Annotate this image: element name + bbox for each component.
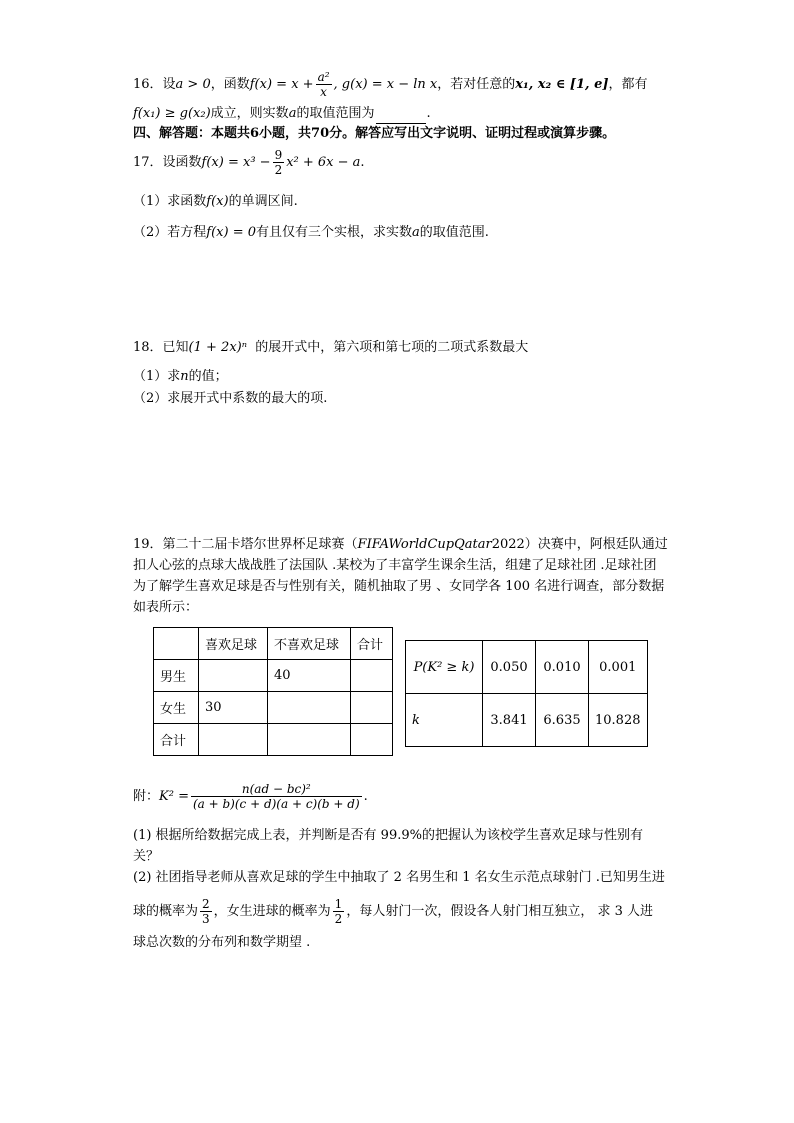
q17-function: f(x) — [206, 194, 229, 209]
table-cell: 6.635 — [536, 694, 589, 747]
q19-line1 — [133, 535, 668, 555]
q17-part2 — [133, 223, 489, 243]
table-cell: P(K² ≥ k) — [406, 641, 483, 694]
chi-square-formula — [133, 782, 368, 811]
table-row — [406, 694, 648, 747]
q17-fraction-numerator: 9 — [274, 148, 283, 162]
q19-text: 19．第二十二届卡塔尔世界杯足球赛（ — [133, 537, 358, 552]
table-cell — [351, 724, 393, 756]
probability-fraction-male — [200, 897, 212, 926]
formula-end: . — [363, 789, 368, 804]
q19-part1-line1: (1) 根据所给数据完成上表，并判断是否有 99.9%的把握认为该校学生喜欢足球与性别有 — [133, 828, 643, 843]
fraction-numerator: 1 — [334, 897, 343, 911]
fraction-denominator: 3 — [202, 912, 210, 926]
table-cell — [268, 692, 351, 724]
q17-fraction-denominator: 2 — [274, 163, 283, 177]
table-cell — [351, 660, 393, 692]
q18-part1 — [133, 367, 228, 387]
q17-text: （2）若方程 — [133, 225, 207, 240]
table-cell: 合计 — [154, 724, 199, 756]
q17-text: 的取值范围. — [419, 225, 489, 240]
q16-text: . — [426, 106, 431, 121]
q17-fraction — [273, 148, 285, 177]
q19-line2: 扣人心弦的点球大战战胜了法国队 .某校为了丰富学生课余生活，组建了足球社团 .足球社团 — [133, 558, 657, 573]
q19-part2-line3: 球总次数的分布列和数学期望 . — [133, 935, 311, 950]
table-cell: 0.010 — [536, 641, 589, 694]
table-cell — [351, 692, 393, 724]
q16-f-formula: f(x) = x + — [249, 77, 314, 92]
q19-event-name: FIFAWorldCupQatar — [357, 537, 492, 552]
table-row — [154, 692, 393, 724]
table-cell: 30 — [199, 692, 268, 724]
table-cell — [268, 724, 351, 756]
q17-part1 — [133, 192, 298, 212]
q19-text: ）决赛中，阿根廷队通过 — [524, 537, 668, 552]
q18-part2: （2）求展开式中系数的最大的项. — [133, 391, 328, 406]
q18-text: （1）求 — [133, 369, 181, 384]
table-cell: 10.828 — [589, 694, 648, 747]
q19-line3: 为了解学生喜欢足球是否与性别有关，随机抽取了男 、女同学各 100 名进行调查，部分数据 — [133, 579, 665, 594]
q16-text: 16．设 — [133, 77, 176, 92]
q16-line2 — [133, 104, 431, 124]
q16-text: 成立，则实数 — [210, 106, 289, 121]
formula-denominator: (a + b)(c + d)(a + c)(b + d) — [192, 797, 360, 811]
contingency-table — [153, 627, 393, 756]
q16-text: ，函数 — [210, 77, 250, 92]
table-row — [406, 641, 648, 694]
table-cell: 0.001 — [589, 641, 648, 694]
table-cell: 男生 — [154, 660, 199, 692]
table-cell — [199, 724, 268, 756]
formula-lhs: K² = — [159, 789, 189, 804]
q17-text: （1）求函数 — [133, 194, 207, 209]
fraction-numerator: 2 — [202, 897, 210, 911]
q16-fraction-numerator: a² — [317, 70, 330, 84]
q16-fraction — [316, 70, 332, 99]
table-cell: 3.841 — [483, 694, 536, 747]
table-cell: 不喜欢足球 — [268, 628, 351, 660]
q19-year: 2022 — [491, 537, 525, 552]
q17-text: 有且仅有三个实根，求实数 — [256, 225, 413, 240]
q16-condition: a > 0 — [175, 77, 211, 92]
q17-stem — [133, 148, 365, 177]
q19-line4: 如表所示： — [133, 600, 199, 615]
q16-line1 — [133, 70, 648, 99]
q19-text: 球的概率为 — [133, 904, 199, 919]
q16-text: 的取值范围为 — [296, 106, 375, 121]
table-cell: 合计 — [351, 628, 393, 660]
section-4-header: 四、解答题：本题共6小题，共70分。解答应写出文字说明、证明过程或演算步骤。 — [133, 126, 616, 141]
q17-text: . — [360, 155, 365, 170]
q18-expression: (1 + 2x)ⁿ — [188, 340, 247, 355]
q17-text: 的单调区间. — [228, 194, 298, 209]
q16-g-formula: , g(x) = x − ln x — [333, 77, 438, 92]
fraction-denominator: 2 — [334, 912, 343, 926]
q19-part1-line2: 关？ — [133, 849, 160, 864]
q18-text: 18．已知 — [133, 340, 189, 355]
formula-numerator: n(ad − bc)² — [191, 782, 362, 797]
table-row — [154, 628, 393, 660]
q17-formula-rest: x² + 6x − a — [286, 155, 361, 170]
q16-fraction-denominator: x — [320, 85, 327, 99]
formula-label: 附： — [133, 789, 160, 804]
q19-part2-line1: (2) 社团指导老师从喜欢足球的学生中抽取了 2 名男生和 1 名女生示范点球射门 .已知男生进 — [133, 870, 665, 885]
table-cell — [199, 660, 268, 692]
q19-part2-line2 — [133, 897, 653, 926]
q16-inequality: f(x₁) ≥ g(x₂) — [133, 106, 211, 121]
probability-fraction-female — [333, 897, 345, 926]
q16-variables: x₁, x₂ ∈ [1, e] — [515, 77, 609, 92]
table-row — [154, 660, 393, 692]
table-cell — [154, 628, 199, 660]
q18-stem — [133, 338, 528, 358]
q17-equation: f(x) = 0 — [206, 225, 256, 240]
table-row — [154, 724, 393, 756]
table-cell: 女生 — [154, 692, 199, 724]
table-cell: k — [406, 694, 483, 747]
q17-formula: f(x) = x³ − — [201, 155, 271, 170]
q18-text: 的值； — [188, 369, 228, 384]
q19-text: ，每人射门一次，假设各人射门相互独立， 求 3 人进 — [346, 904, 653, 919]
table-cell: 40 — [268, 660, 351, 692]
q18-text: 的展开式中，第六项和第七项的二项式系数最大 — [255, 340, 529, 355]
q16-answer-blank — [376, 109, 426, 124]
critical-value-table — [405, 640, 648, 747]
q16-variable-a: a — [288, 106, 297, 121]
q19-text: ，女生进球的概率为 — [213, 904, 331, 919]
table-cell: 0.050 — [483, 641, 536, 694]
q18-variable-n: n — [180, 369, 189, 384]
table-cell: 喜欢足球 — [199, 628, 268, 660]
formula-fraction — [191, 782, 362, 811]
q16-text: ，都有 — [608, 77, 648, 92]
q17-text: 17．设函数 — [133, 155, 202, 170]
q16-text: ，若对任意的 — [437, 77, 516, 92]
q17-variable-a: a — [412, 225, 420, 240]
